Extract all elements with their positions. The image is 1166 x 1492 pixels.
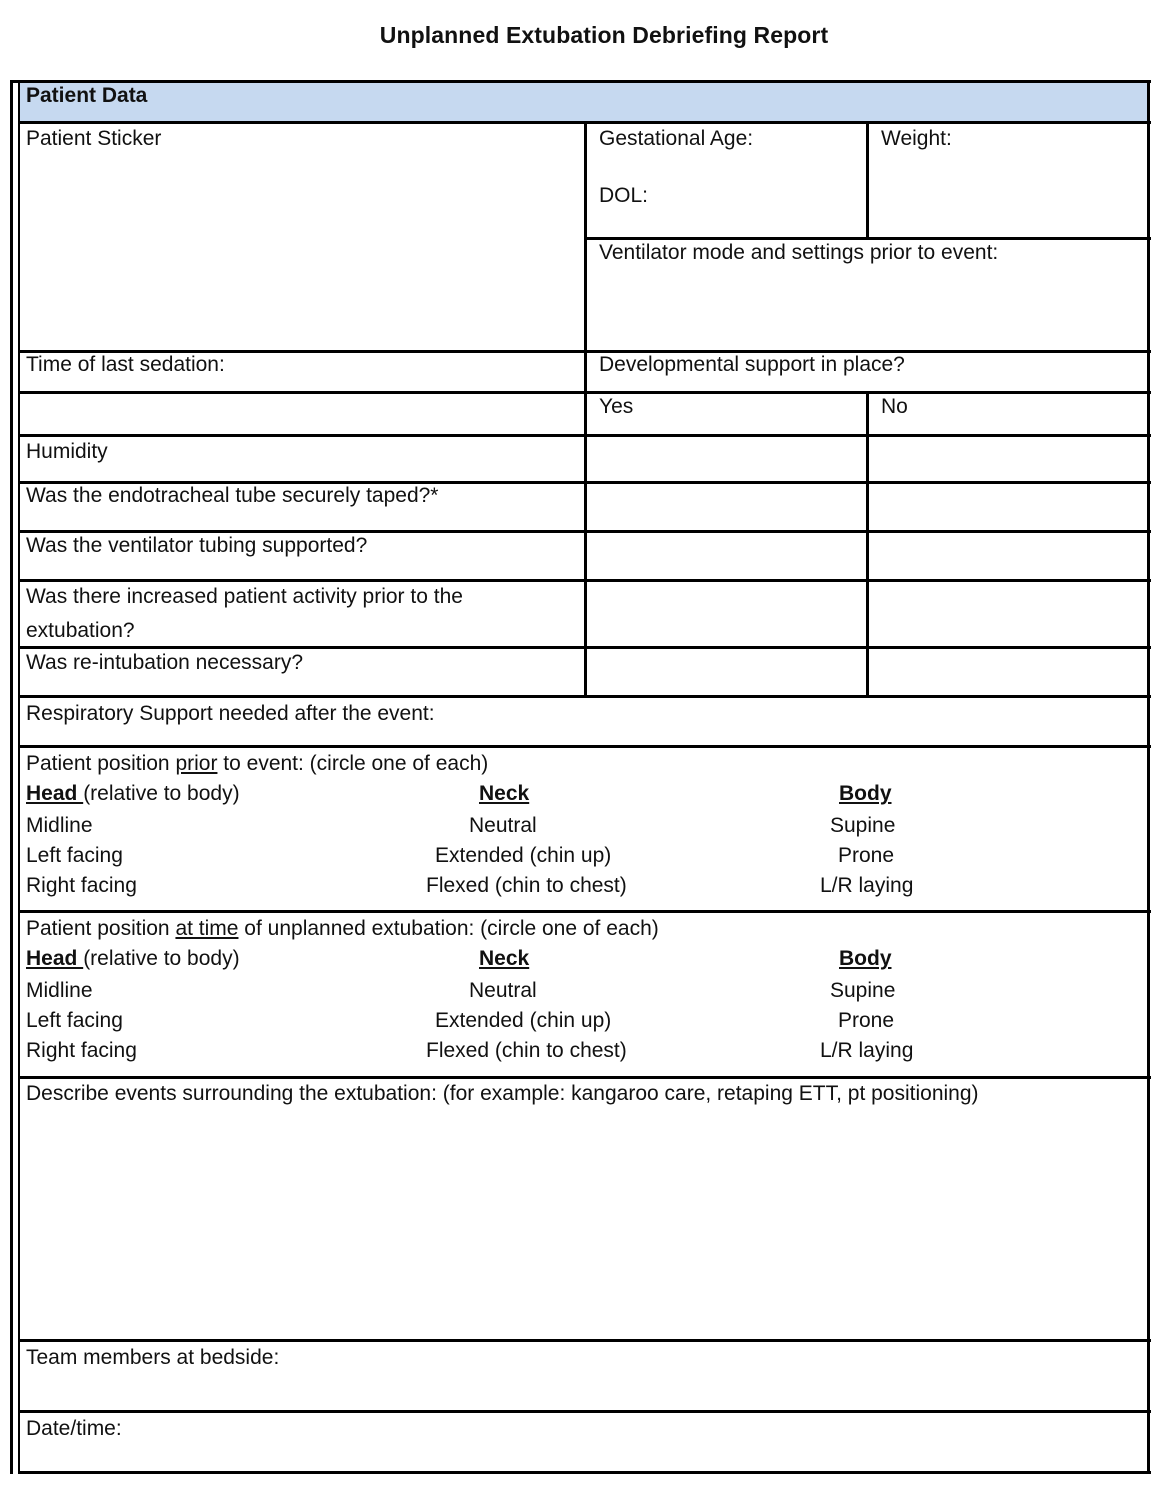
respiratory-support-label: Respiratory Support needed after the event: bbox=[26, 702, 435, 725]
rule bbox=[18, 1339, 1151, 1342]
position-prior-heading: Patient position prior to event: (circle one of each) bbox=[26, 752, 489, 775]
team-members-label: Team members at bedside: bbox=[26, 1346, 280, 1369]
body-option-supine[interactable]: Supine bbox=[830, 814, 896, 837]
column-divider bbox=[866, 121, 869, 239]
top-border bbox=[10, 80, 1151, 83]
right-border bbox=[1147, 80, 1150, 1474]
column-divider bbox=[866, 391, 869, 698]
head-option-left[interactable]: Left facing bbox=[26, 1009, 123, 1032]
rule bbox=[18, 910, 1151, 913]
last-sedation-label: Time of last sedation: bbox=[26, 353, 225, 376]
neck-column-label: Neck bbox=[479, 947, 530, 970]
column-divider bbox=[584, 121, 587, 698]
question-humidity: Humidity bbox=[26, 440, 108, 463]
question-patient-activity: Was there increased patient activity prior to the bbox=[26, 585, 463, 608]
head-option-right[interactable]: Right facing bbox=[26, 1039, 137, 1062]
gestational-age-label: Gestational Age: bbox=[599, 127, 754, 150]
body-option-lr[interactable]: L/R laying bbox=[820, 874, 914, 897]
head-column-label: Head (relative to body) bbox=[26, 947, 240, 970]
yes-column-header: Yes bbox=[599, 395, 634, 418]
developmental-support-label: Developmental support in place? bbox=[599, 353, 905, 376]
describe-events-label: Describe events surrounding the extubation: (for example: kangaroo care, retaping ETT, pt positioning) bbox=[26, 1082, 979, 1105]
rule bbox=[18, 745, 1151, 748]
patient-sticker-label: Patient Sticker bbox=[26, 127, 162, 150]
neck-option-flexed[interactable]: Flexed (chin to chest) bbox=[426, 1039, 627, 1062]
neck-column-label: Neck bbox=[479, 782, 530, 805]
ventilator-label: Ventilator mode and settings prior to event: bbox=[599, 241, 999, 264]
no-column-header: No bbox=[881, 395, 908, 418]
head-option-midline[interactable]: Midline bbox=[26, 979, 93, 1002]
inner-left-border bbox=[18, 80, 20, 1474]
body-option-supine[interactable]: Supine bbox=[830, 979, 896, 1002]
neck-option-neutral[interactable]: Neutral bbox=[469, 814, 537, 837]
head-option-left[interactable]: Left facing bbox=[26, 844, 123, 867]
head-option-right[interactable]: Right facing bbox=[26, 874, 137, 897]
question-reintubation: Was re-intubation necessary? bbox=[26, 651, 304, 674]
document-title: Unplanned Extubation Debriefing Report bbox=[379, 22, 829, 48]
body-option-prone[interactable]: Prone bbox=[838, 844, 895, 867]
body-column-label: Body bbox=[839, 947, 892, 970]
neck-option-flexed[interactable]: Flexed (chin to chest) bbox=[426, 874, 627, 897]
date-time-label: Date/time: bbox=[26, 1417, 122, 1440]
section-header: Patient Data bbox=[26, 84, 148, 107]
position-at-time-heading: Patient position at time of unplanned extubation: (circle one of each) bbox=[26, 917, 659, 940]
dol-label: DOL: bbox=[599, 184, 649, 207]
question-patient-activity-cont: extubation? bbox=[26, 619, 135, 642]
rule bbox=[18, 1076, 1151, 1079]
body-option-lr[interactable]: L/R laying bbox=[820, 1039, 914, 1062]
head-column-label: Head (relative to body) bbox=[26, 782, 240, 805]
question-tube-taped: Was the endotracheal tube securely taped?* bbox=[26, 484, 439, 507]
left-border bbox=[10, 80, 13, 1474]
weight-label: Weight: bbox=[881, 127, 952, 150]
bottom-border bbox=[18, 1471, 1151, 1474]
neck-option-neutral[interactable]: Neutral bbox=[469, 979, 537, 1002]
head-option-midline[interactable]: Midline bbox=[26, 814, 93, 837]
rule bbox=[18, 1410, 1151, 1413]
neck-option-extended[interactable]: Extended (chin up) bbox=[435, 1009, 612, 1032]
section-header-band bbox=[20, 82, 1148, 122]
question-tubing-supported: Was the ventilator tubing supported? bbox=[26, 534, 368, 557]
body-option-prone[interactable]: Prone bbox=[838, 1009, 895, 1032]
neck-option-extended[interactable]: Extended (chin up) bbox=[435, 844, 612, 867]
body-column-label: Body bbox=[839, 782, 892, 805]
